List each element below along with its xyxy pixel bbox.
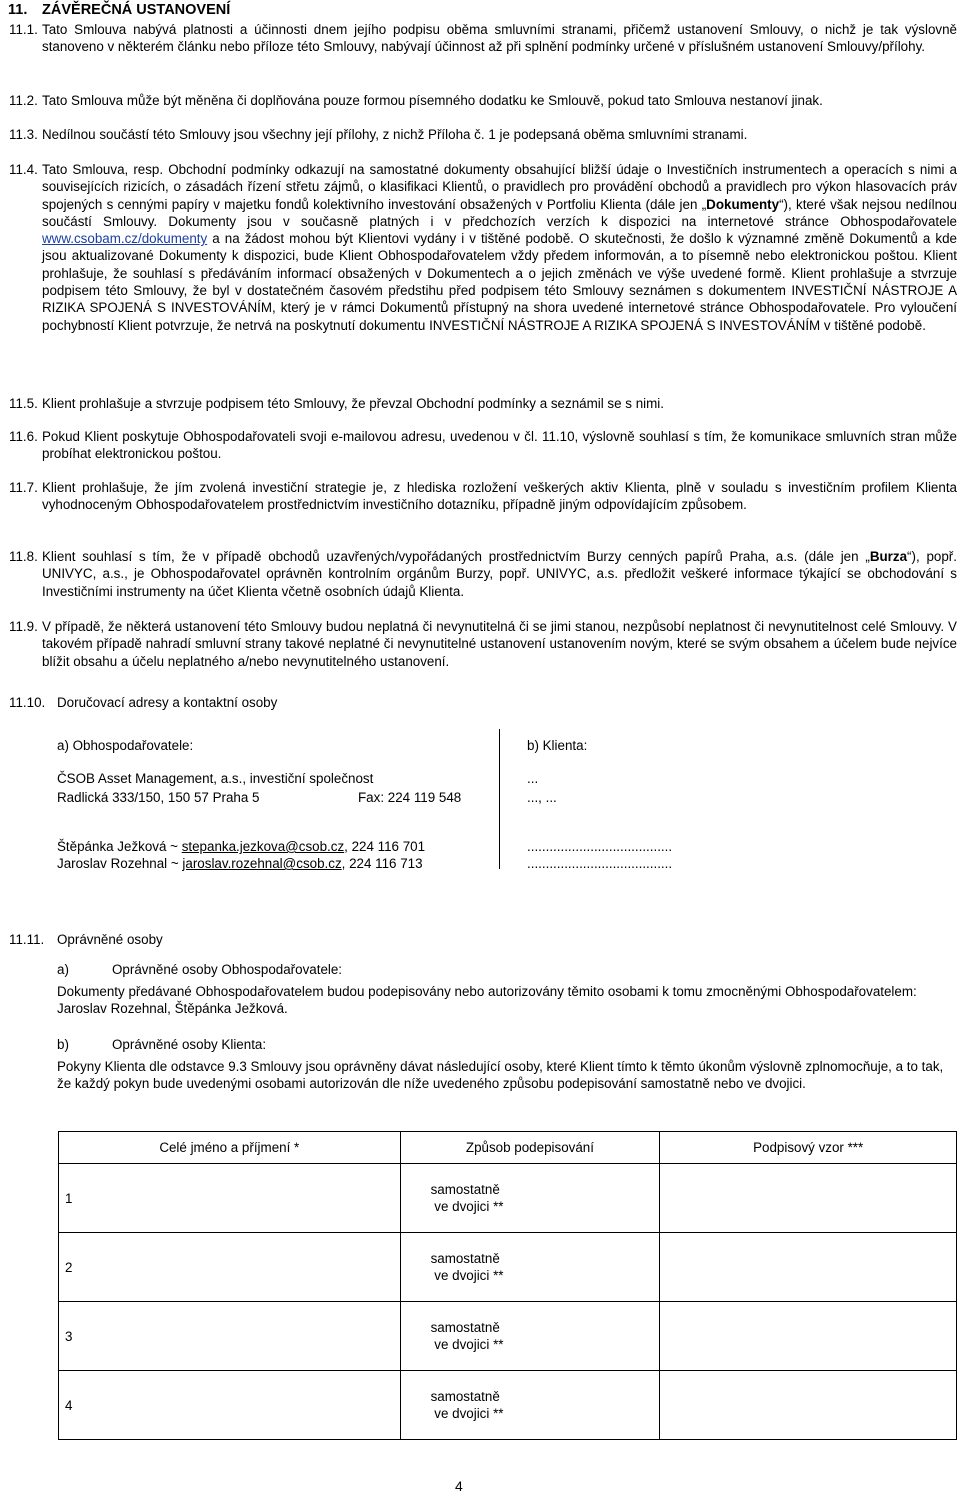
clause-11-7	[9, 479, 957, 514]
clause-11-1	[9, 21, 957, 56]
clause-11-2	[9, 92, 957, 109]
documents-link[interactable]: www.csobam.cz/dokumenty	[42, 231, 208, 247]
clause-text: Tato Smlouva může být měněna či doplňována pouze formou písemného dodatku ke Smlouvě, pokud tato Smlouva nestanoví jinak.	[42, 93, 823, 108]
clause-text-part: Klient souhlasí s tím, že v případě obchodů uzavřených/vypořádaných prostřednictvím Burzy cenných papírů Praha, a.s. (dále jen „	[42, 549, 870, 564]
clause-11-6	[9, 428, 957, 463]
column-divider	[499, 729, 500, 869]
clause-text: V případě, že některá ustanovení této Smlouvy budou neplatná či nevynutitelná či se jimi stanou, nezpůsobí neplatnost či nevynutitelnost celé Smlouvy. V takovém případě nahradí smluvní strany takové neplatné či nevynutitelné ustanovení ustanovením novým, které se svým obsahem a účelem bude nejvíce blížit obsahu a účelu neplatného a/nebo nevynutitelného ustanovení.	[42, 619, 957, 669]
contact-email-link[interactable]: jaroslav.rozehnal@csob.cz	[182, 856, 342, 871]
clause-number: 11.1.	[9, 22, 38, 37]
table-row	[59, 1233, 957, 1302]
signature-cell[interactable]	[660, 1233, 957, 1302]
signing-method-cell[interactable]	[400, 1371, 660, 1440]
contact-name: Štěpánka Ježková ~	[57, 839, 182, 854]
client-line-3: .......................................	[527, 839, 673, 854]
authorized-manager-heading	[57, 961, 957, 978]
subsection-title: Oprávněné osoby Klienta:	[112, 1037, 267, 1052]
clause-text: Oprávněné osoby	[57, 932, 163, 947]
manager-label: a) Obhospodařovatele:	[57, 738, 194, 753]
clause-number: 11.8.	[9, 549, 38, 564]
contact-name: Jaroslav Rozehnal ~	[57, 856, 183, 871]
option-jointly: ve dvojici **	[430, 1268, 504, 1283]
clause-text: Klient prohlašuje a stvrzuje podpisem této Smlouvy, že převzal Obchodní podmínky a seznámil se s nimi.	[42, 396, 664, 411]
section-number: 11.	[8, 2, 28, 18]
name-cell[interactable]: 4	[59, 1371, 401, 1440]
section-heading	[8, 2, 230, 18]
clause-11-5	[9, 395, 957, 412]
contact-phone: , 224 116 713	[341, 856, 423, 871]
clause-number: 11.4.	[9, 162, 38, 177]
option-individually: samostatně	[430, 1319, 500, 1335]
clause-text-part: “), popř. UNIVYC, a.s., je Obhospodařovatel oprávněn kontrolním orgánům Burzy, popř. UNIVYC, a.s. předložit veškeré informace týkající se obchodování s Investičními instrumenty na účet Klienta včetně osobních údajů Klienta.	[42, 549, 957, 599]
authorized-client-heading	[57, 1036, 957, 1053]
clause-number: 11.2.	[9, 93, 38, 108]
subsection-label: a)	[57, 962, 69, 977]
manager-company: ČSOB Asset Management, a.s., investiční společnost	[57, 771, 374, 786]
signature-cell[interactable]	[660, 1302, 957, 1371]
clause-number: 11.6.	[9, 429, 38, 444]
page-number: 4	[455, 1478, 463, 1494]
clause-11-10	[9, 694, 957, 711]
clause-11-8	[9, 548, 957, 600]
clause-number: 11.10.	[9, 695, 46, 710]
clause-11-9	[9, 618, 957, 670]
option-jointly: ve dvojici **	[430, 1199, 504, 1214]
clause-number: 11.11.	[9, 932, 45, 947]
section-title: ZÁVĚREČNÁ USTANOVENÍ	[42, 2, 231, 18]
contact-email-link[interactable]: stepanka.jezkova@csob.cz	[181, 839, 345, 854]
clause-number: 11.5.	[9, 396, 38, 411]
clause-number: 11.9.	[9, 619, 38, 634]
table-row	[59, 1302, 957, 1371]
client-label: b) Klienta:	[527, 738, 588, 753]
option-jointly: ve dvojici **	[430, 1406, 504, 1421]
clause-text: Tato Smlouva nabývá platnosti a účinnosti dnem jejího podpisu oběma smluvními stranami, přičemž ustanovení Smlouvy, o nichž je tak výslovně stanoveno v některém článku nebo příloze této Smlouvy, nabývají účinnost až při splnění podmínky určené v příslušném ustanovení Smlouvy/přílohy.	[42, 22, 957, 55]
clause-text-part: Tato Smlouva, resp. Obchodní podmínky odkazují na samostatné dokumenty obsahující bližší údaje o Investičních instrumentech a operacích s nimi a souvisejících rizicích, o zásadách řízení střetu zájmů, o klasifikaci Klientů, o pravidlech pro provádění obchodů a pravidlech pro výkon hlasovacích práv spojených s cennými papíry v majetku fondů kolektivního investování obsažených v Portfoliu Klienta (dále jen „	[42, 162, 957, 212]
client-line-4: .......................................	[527, 856, 673, 871]
clause-text: Pokud Klient poskytuje Obhospodařovateli svoji e-mailovou adresu, uvedenou v čl. 11.10, výslovně souhlasí s tím, že komunikace smluvních stran může probíhat elektronickou poštou.	[42, 429, 957, 462]
authorized-manager-text: Dokumenty předávané Obhospodařovatelem budou podepisovány nebo autorizovány těmito osobami k tomu zmocněnými Obhospodařovatelem: Jaroslav Rozehnal, Štěpánka Ježková.	[57, 984, 917, 1017]
defined-term-dokumenty: Dokumenty	[706, 196, 780, 212]
clause-number: 11.3.	[9, 127, 38, 142]
option-jointly: ve dvojici **	[430, 1337, 504, 1352]
clause-text: Doručovací adresy a kontaktní osoby	[57, 695, 278, 710]
defined-term-burza: Burza	[869, 549, 908, 564]
table-header-row	[59, 1132, 957, 1164]
contact-person-2	[57, 855, 423, 872]
contact-person-1	[57, 838, 425, 855]
clause-text: Klient prohlašuje, že jím zvolená investiční strategie je, z hlediska rozložení veškerých aktiv Klienta, plně v souladu s investičním profilem Klienta vyhodnoceným Obhospodařovatelem prostřednictvím investičního dotazníku, případně jiným odpovídajícím způsobem.	[42, 480, 957, 513]
manager-address: Radlická 333/150, 150 57 Praha 5	[57, 790, 260, 805]
table-row	[59, 1371, 957, 1440]
signing-method-cell[interactable]	[400, 1164, 660, 1233]
subsection-label: b)	[57, 1037, 69, 1052]
clause-text-part: a na žádost mohou být Klientovi vydány i v tištěné podobě. O skutečnosti, že došlo k významné změně Dokumentů a kde jsou aktualizované Dokumenty k dispozici, bude Klient Obhospodařovatelem vždy předem informován, a to písemně nebo elektronickou poštou. Klient prohlašuje, že souhlasí s předáváním informací obsažených v Dokumentech a o jejich změnách ve výše uvedené formě. Klient prohlašuje a stvrzuje podpisem této Smlouvy, že byl v dostatečném časovém předstihu před podpisem této Smlouvy seznámen s dokumentem INVESTIČNÍ NÁSTROJE A RIZIKA SPOJENÁ S INVESTOVÁNÍM, který je v rámci Dokumentů přístupný na shora uvedené internetové stránce Obhospodařovatele. Pro vyloučení pochybností Klient potvrzuje, že netrvá na poskytnutí dokumentu INVESTIČNÍ NÁSTROJE A RIZIKA SPOJENÁ S INVESTOVÁNÍM v tištěné podobě.	[42, 231, 957, 333]
clause-text: Nedílnou součástí této Smlouvy jsou všechny její přílohy, z nichž Příloha č. 1 je podepsaná oběma smluvními stranami.	[42, 127, 748, 142]
contact-phone: , 224 116 701	[344, 839, 426, 854]
option-individually: samostatně	[430, 1181, 500, 1197]
manager-fax: Fax: 224 119 548	[358, 790, 462, 805]
column-header-signature-specimen: Podpisový vzor ***	[660, 1132, 957, 1164]
column-header-signing-method: Způsob podepisování	[400, 1132, 660, 1164]
signature-cell[interactable]	[660, 1164, 957, 1233]
subsection-title: Oprávněné osoby Obhospodařovatele:	[112, 962, 343, 977]
client-line-2: ..., ...	[527, 790, 557, 805]
name-cell[interactable]: 3	[59, 1302, 401, 1371]
authorized-persons-table	[58, 1131, 957, 1440]
name-cell[interactable]: 1	[59, 1164, 401, 1233]
option-individually: samostatně	[430, 1388, 500, 1404]
clause-number: 11.7.	[9, 480, 38, 495]
signing-method-cell[interactable]	[400, 1302, 660, 1371]
clause-11-4	[9, 161, 957, 334]
clause-text	[42, 548, 957, 600]
signature-cell[interactable]	[660, 1371, 957, 1440]
column-header-name: Celé jméno a příjmení *	[59, 1132, 401, 1164]
name-cell[interactable]: 2	[59, 1233, 401, 1302]
clause-text	[42, 161, 957, 334]
option-individually: samostatně	[430, 1250, 500, 1266]
authorized-client-text: Pokyny Klienta dle odstavce 9.3 Smlouvy jsou oprávněny dávat následující osoby, které Klient tímto k těmto úkonům výslovně zplnomocňuje, a to tak, že každý pokyn bude uvedenými osobami autorizován dle níže uvedeného způsobu podepisování samostatně nebo ve dvojici.	[57, 1059, 944, 1092]
signing-method-cell[interactable]	[400, 1233, 660, 1302]
client-line-1: ...	[527, 771, 539, 786]
clause-text-part: “), které však nejsou nedílnou součástí Smlouvy. Dokumenty jsou v současně platných i v předchozích verzích k dispozici na internetové stránce Obhospodařovatele	[42, 196, 957, 229]
clause-11-11	[9, 931, 957, 948]
table-row	[59, 1164, 957, 1233]
clause-11-3	[9, 126, 957, 143]
